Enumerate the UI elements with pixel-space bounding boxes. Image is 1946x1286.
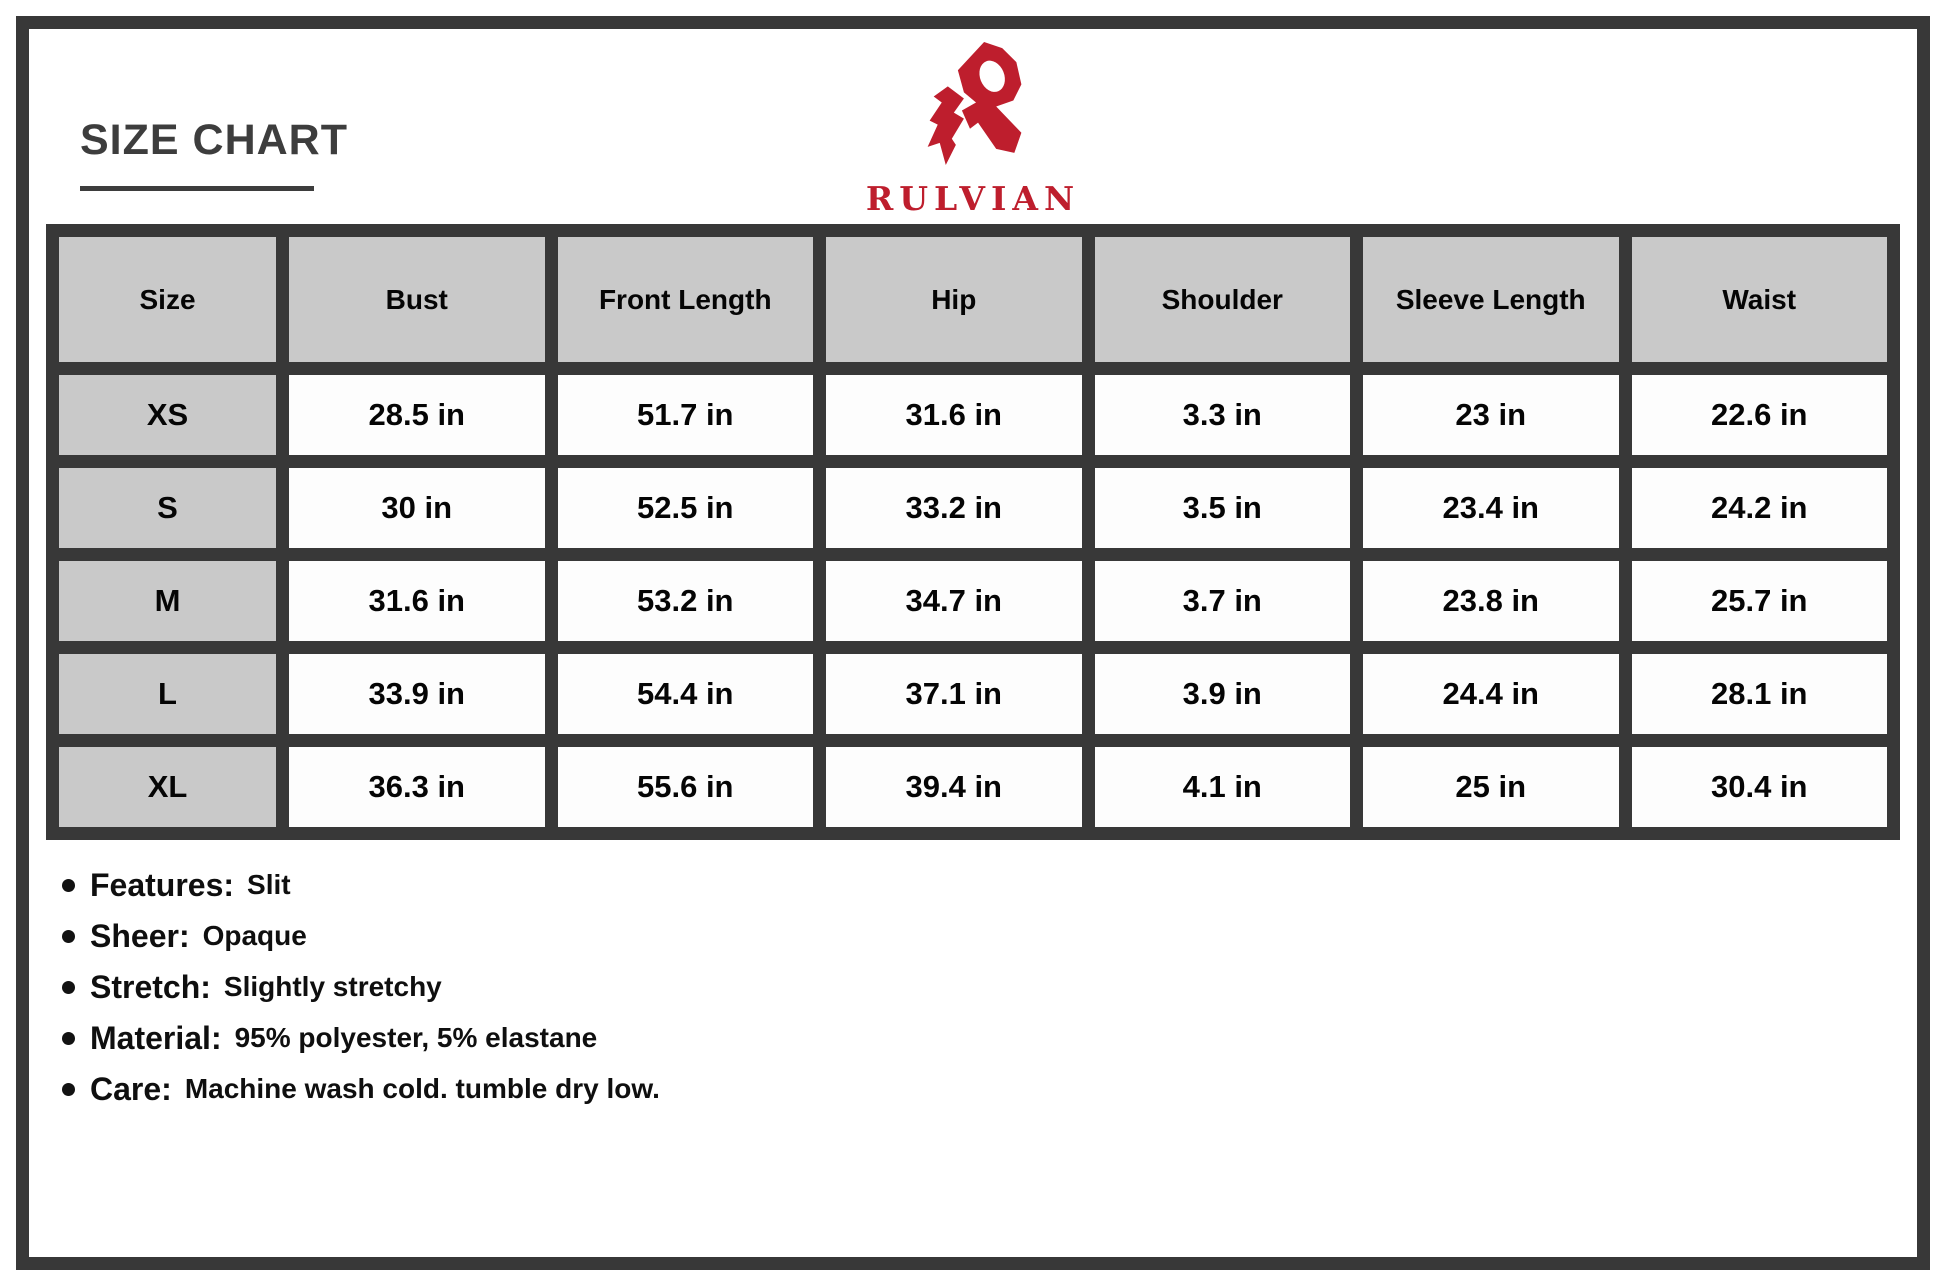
detail-label: Material: [90,1019,222,1056]
column-header-waist: Waist [1632,237,1888,362]
value-cell: 25.7 in [1632,561,1888,641]
value-cell: 24.4 in [1363,654,1619,734]
value-cell: 34.7 in [826,561,1082,641]
value-cell: 51.7 in [558,375,814,455]
value-cell: 24.2 in [1632,468,1888,548]
value-cell: 25 in [1363,747,1619,827]
detail-item-stretch [62,968,660,1006]
value-cell: 33.2 in [826,468,1082,548]
detail-item-care [62,1070,660,1108]
rulvian-r-logo-icon [917,40,1029,171]
value-cell: 23.8 in [1363,561,1619,641]
value-cell: 23.4 in [1363,468,1619,548]
table-row-s [59,468,1887,548]
value-cell: 33.9 in [289,654,545,734]
detail-value: Slit [247,869,291,900]
size-chart-section [46,224,1900,840]
column-header-bust: Bust [289,237,545,362]
value-cell: 53.2 in [558,561,814,641]
column-header-front-length: Front Length [558,237,814,362]
bullet-icon [62,879,75,892]
value-cell: 30 in [289,468,545,548]
bullet-icon [62,1032,75,1045]
value-cell: 23 in [1363,375,1619,455]
detail-item-sheer [62,917,660,955]
detail-value: Opaque [202,920,307,951]
value-cell: 3.5 in [1095,468,1351,548]
value-cell: 52.5 in [558,468,814,548]
detail-value: Slightly stretchy [223,971,442,1002]
value-cell: 36.3 in [289,747,545,827]
details-list [62,866,660,1121]
column-header-sleeve-length: Sleeve Length [1363,237,1619,362]
column-header-shoulder: Shoulder [1095,237,1351,362]
value-cell: 28.5 in [289,375,545,455]
table-header-row [59,237,1887,362]
table-row-xs [59,375,1887,455]
column-header-hip: Hip [826,237,1082,362]
brand-name: RULVIAN [865,179,1081,218]
value-cell: 3.3 in [1095,375,1351,455]
value-cell: 3.7 in [1095,561,1351,641]
page-title: SIZE CHART [80,116,348,164]
detail-label: Sheer: [90,917,190,954]
brand-logo [0,40,1946,218]
size-cell: XL [59,747,276,827]
size-cell: XS [59,375,276,455]
value-cell: 55.6 in [558,747,814,827]
column-header-size: Size [59,237,276,362]
value-cell: 22.6 in [1632,375,1888,455]
detail-label: Features: [90,866,235,903]
value-cell: 31.6 in [826,375,1082,455]
size-cell: L [59,654,276,734]
detail-value: Machine wash cold. tumble dry low. [184,1073,660,1104]
size-chart-table [46,224,1900,840]
bullet-icon [62,1083,75,1096]
value-cell: 54.4 in [558,654,814,734]
value-cell: 28.1 in [1632,654,1888,734]
table-row-m [59,561,1887,641]
detail-label: Stretch: [90,968,211,1005]
detail-item-features [62,866,660,904]
size-cell: S [59,468,276,548]
value-cell: 3.9 in [1095,654,1351,734]
value-cell: 39.4 in [826,747,1082,827]
detail-item-material [62,1019,660,1057]
bullet-icon [62,930,75,943]
detail-label: Care: [90,1070,172,1107]
value-cell: 30.4 in [1632,747,1888,827]
value-cell: 4.1 in [1095,747,1351,827]
table-row-xl [59,747,1887,827]
detail-value: 95% polyester, 5% elastane [234,1022,598,1053]
size-cell: M [59,561,276,641]
table-row-l [59,654,1887,734]
value-cell: 37.1 in [826,654,1082,734]
bullet-icon [62,981,75,994]
value-cell: 31.6 in [289,561,545,641]
